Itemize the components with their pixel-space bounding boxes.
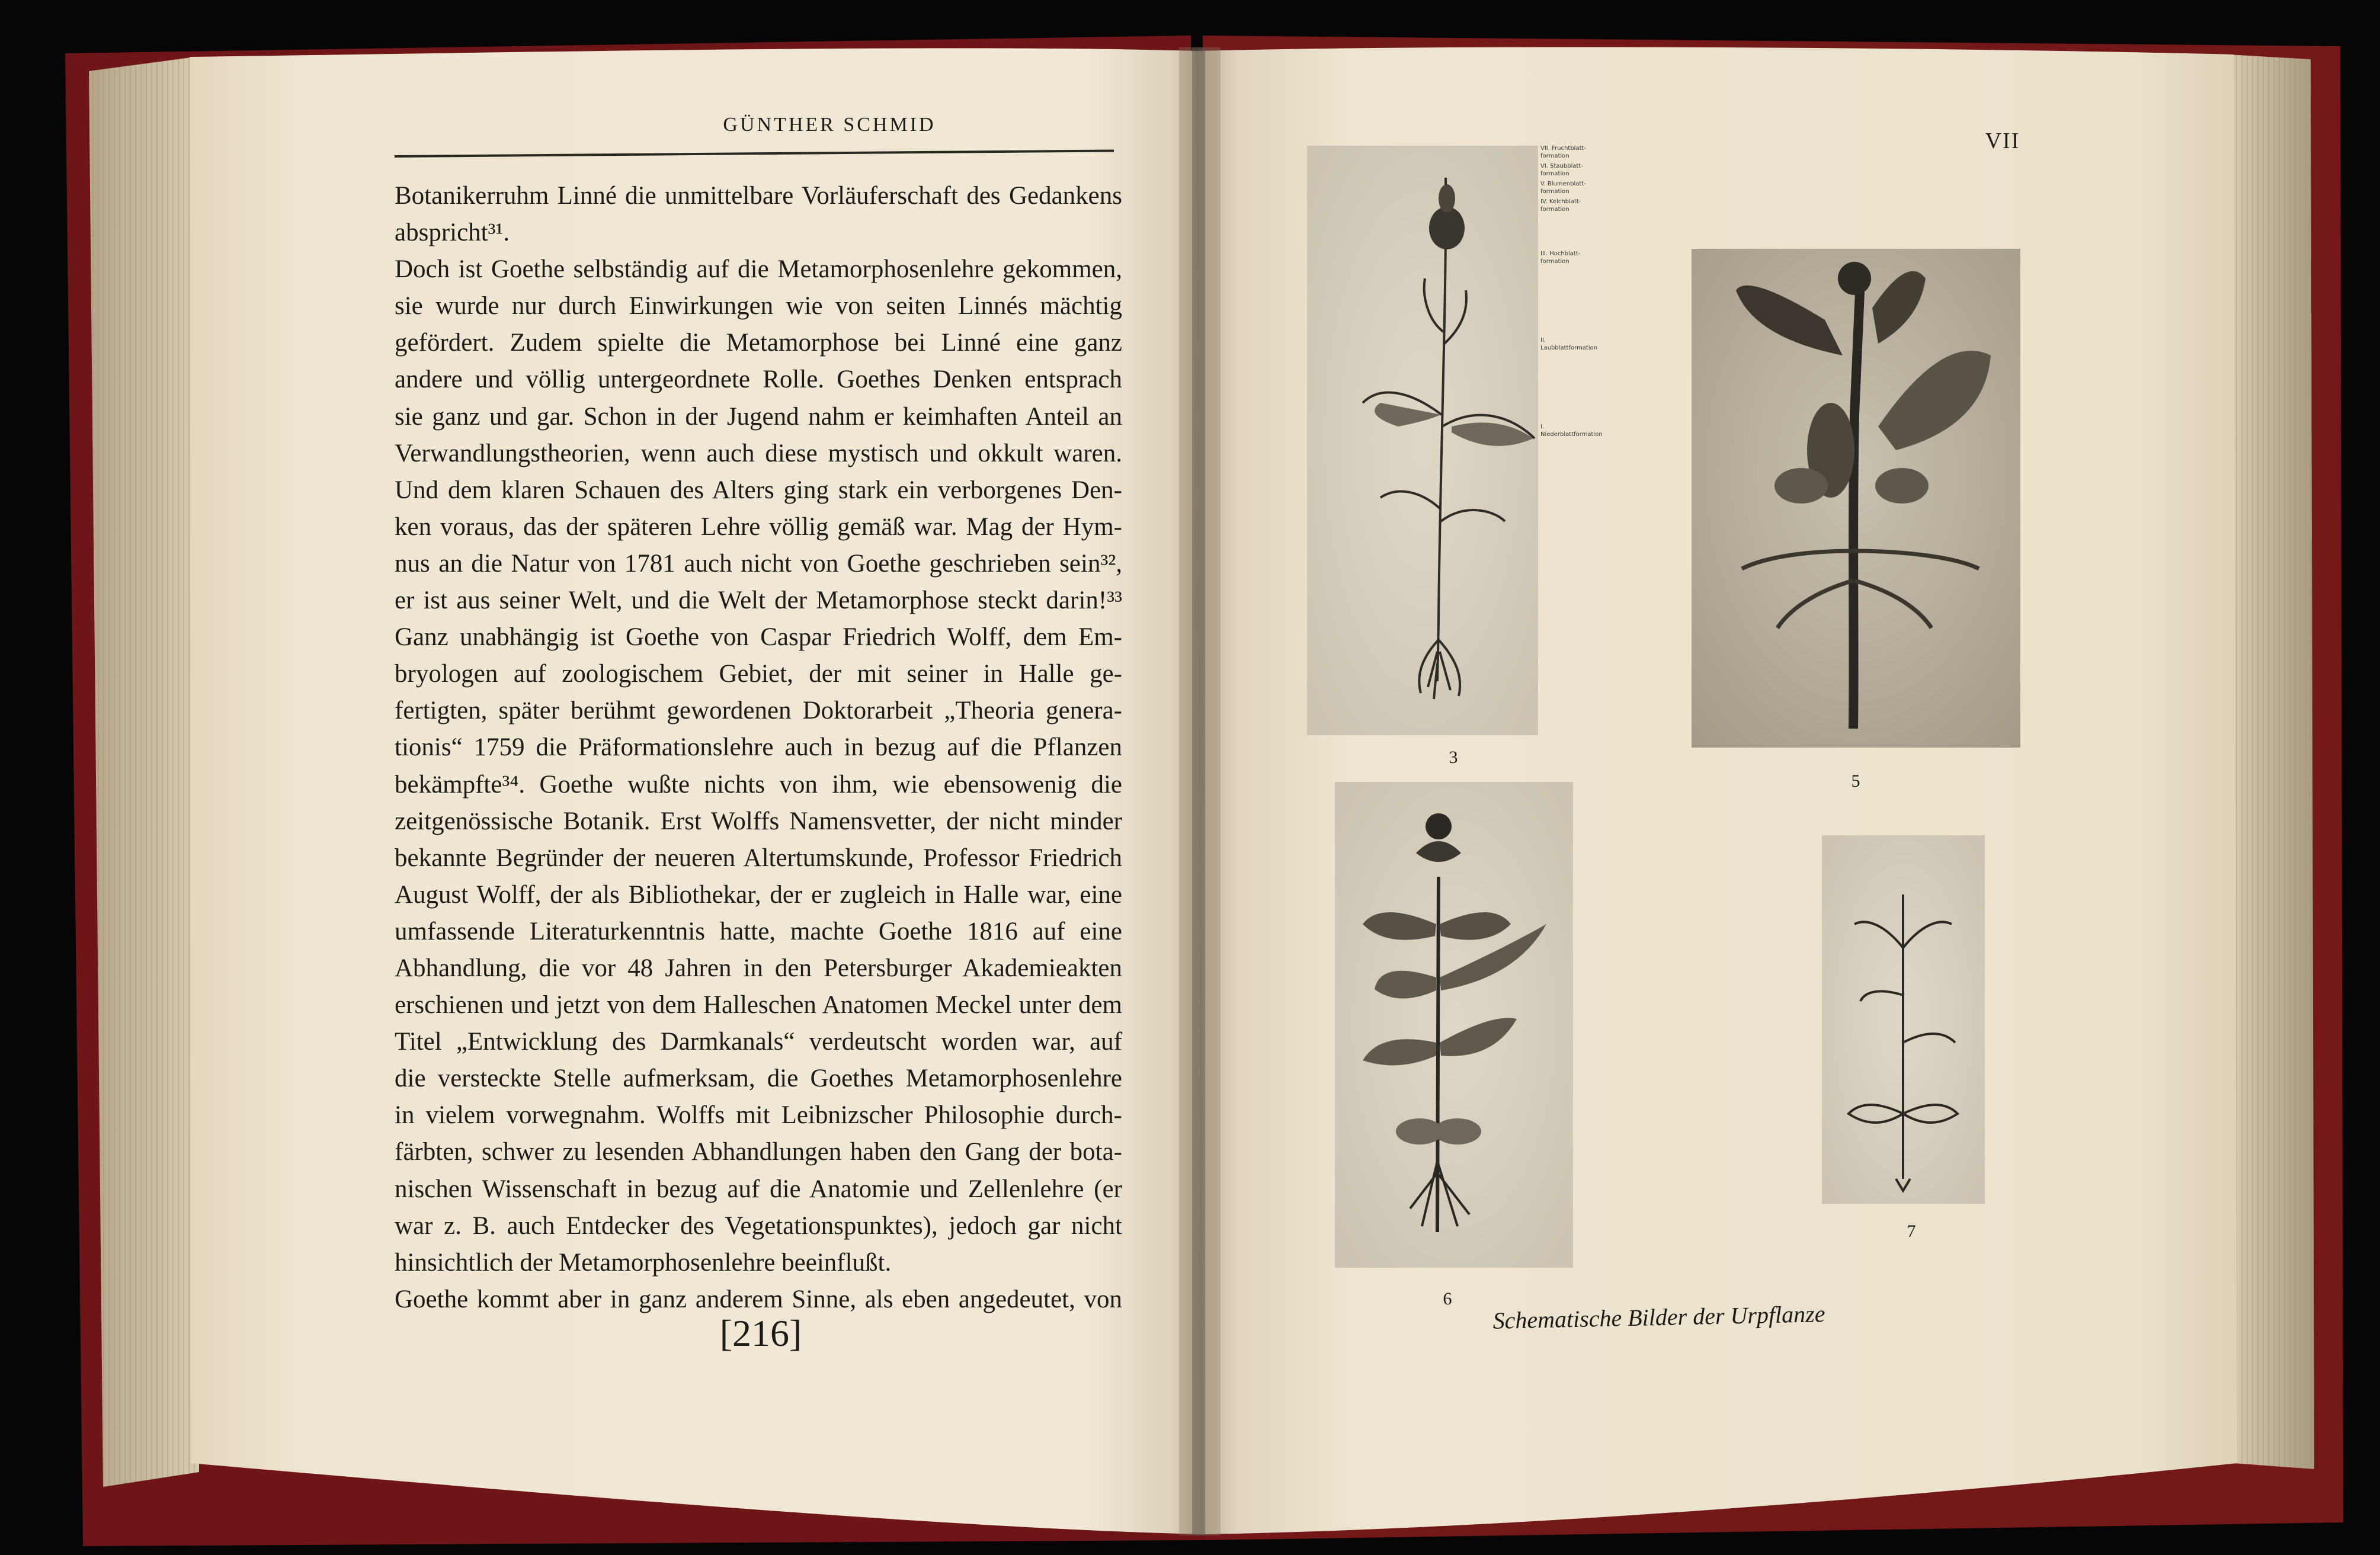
body-text [395,178,1122,1318]
text-line: gefördert. Zudem spielte die Metamorphose bei Linné eine ganz [395,329,1122,357]
running-head: GÜNTHER SCHMID [723,114,936,136]
stage-label: IV. Kelchblatt-formation [1540,198,1581,213]
figure-number-5: 5 [1851,771,1860,791]
stage-label: VII. Fruchtblatt-formation [1540,145,1587,159]
text-line: abspricht³¹. [395,219,510,247]
text-line: erschienen und jetzt von dem Halleschen Anatomen Meckel unter dem [395,991,1122,1019]
text-line: sie ganz und gar. Schon in der Jugend nahm er keimhaften Anteil an [395,402,1122,431]
figure-number-3: 3 [1449,748,1458,767]
stage-label: III. Hochblatt-formation [1540,251,1581,265]
stage-label: I. Niederblattformation [1540,424,1603,438]
text-line: Doch ist Goethe selbständig auf die Metamorphosenlehre gekommen, [395,255,1122,284]
text-line: bekämpfte³⁴. Goethe wußte nichts von ihm, wie ebensowenig die [395,770,1122,799]
text-line: fertigten, später berühmt gewordenen Doktorarbeit „Theoria genera- [395,697,1122,725]
text-line: Verwandlungstheorien, wenn auch diese mystisch und okkult waren. [395,439,1122,467]
text-line: Goethe kommt aber in ganz anderem Sinne, als eben angedeutet, von [395,1285,1122,1313]
text-line: Botanikerruhm Linné die unmittelbare Vorläuferschaft des Gedankens [395,182,1122,210]
text-line: nischen Wissenschaft in bezug auf die Anatomie und Zellenlehre (er [395,1175,1122,1203]
stage-spacer [1540,216,1588,250]
text-line: Und dem klaren Schauen des Alters ging stark ein verborgenes Den- [395,476,1122,504]
stage-label: V. Blumenblatt-formation [1540,181,1586,195]
text-line: Ganz unabhängig ist Goethe von Caspar Friedrich Wolff, dem Em- [395,623,1122,652]
text-line: war z. B. auch Entdecker des Vegetationspunktes), jedoch gar nicht [395,1211,1122,1240]
text-line: tionis“ 1759 die Präformationslehre auch in bezug auf die Pflanzen [395,733,1122,762]
text-line: bekannte Begründer der neueren Altertumskunde, Professor Friedrich [395,844,1122,872]
text-line: bryologen auf zoologischem Gebiet, der mit seiner in Halle ge- [395,660,1122,688]
text-line: er ist aus seiner Welt, und die Welt der Metamorphose steckt darin!³³ [395,586,1122,615]
text-line: Titel „Entwicklung des Darmkanals“ verdeutscht worden war, auf [395,1028,1122,1056]
text-line: in vielem vorwegnahm. Wolffs mit Leibnizscher Philosophie durch- [395,1101,1122,1130]
text-line: ken voraus, das der späteren Lehre völlig gemäß war. Mag der Hym- [395,512,1122,541]
text-line: Abhandlung, die vor 48 Jahren in den Petersburger Akademieakten [395,954,1122,982]
stage-spacer [1540,302,1588,336]
plate-number: VII [1985,129,2020,153]
stage-labels [1540,145,1603,441]
plate-caption: Schematische Bilder der Urpflanze [1492,1300,1825,1334]
stage-label: VI. Staubblatt-formation [1540,163,1583,177]
text-line: sie wurde nur durch Einwirkungen wie von seiten Linnés mächtig [395,292,1122,320]
text-line: färbten, schwer zu lesenden Abhandlungen haben den Gang der bota- [395,1138,1122,1166]
stage-label: II. Laubblattformation [1540,337,1598,351]
text-line: nus an die Natur von 1781 auch nicht von Goethe geschrieben sein³², [395,549,1122,578]
stage-spacer [1540,389,1588,423]
text-line: hinsichtlich der Metamorphosenlehre beeinflußt. [395,1248,892,1277]
text-line: andere und völlig untergeordnete Rolle. Goethes Denken entsprach [395,365,1122,394]
stage-spacer [1540,268,1588,302]
text-line: umfassende Literaturkenntnis hatte, machte Goethe 1816 auf eine [395,917,1122,945]
text-line: die versteckte Stelle aufmerksam, die Goethes Metamorphosenlehre [395,1065,1122,1093]
figure-3-flower [1429,207,1465,249]
text-line: August Wolff, der als Bibliothekar, der er zugleich in Halle war, eine [395,880,1122,909]
figure-number-7: 7 [1907,1221,1916,1241]
text-line: zeitgenössische Botanik. Erst Wolffs Namensvetter, der nicht minder [395,807,1122,835]
figure-number-6: 6 [1443,1289,1452,1309]
stage-spacer [1540,354,1588,389]
page-number: [216] [719,1312,802,1354]
